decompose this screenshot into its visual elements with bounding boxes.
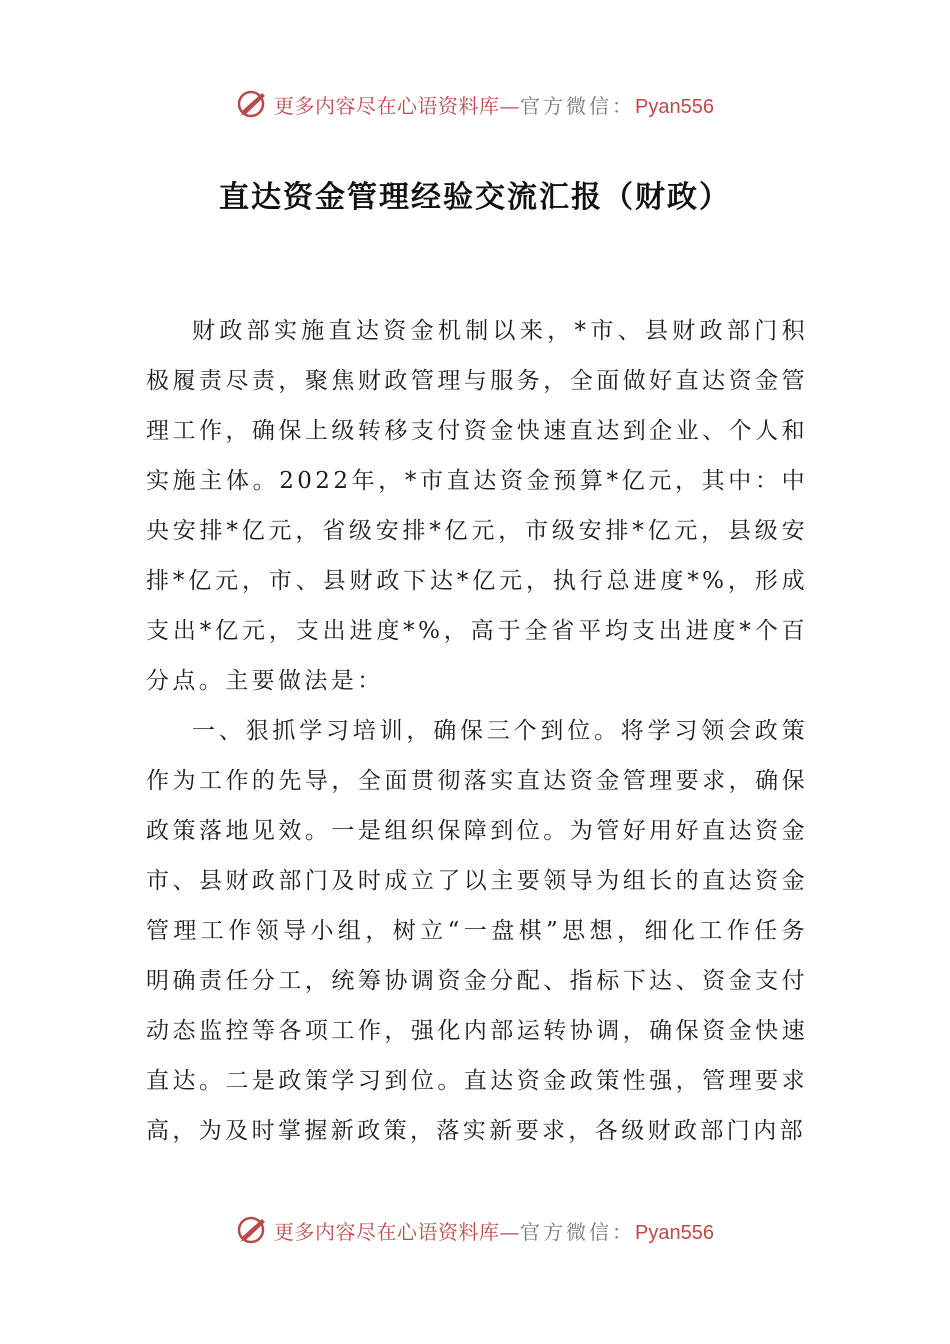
- header-banner-dash: —: [499, 93, 521, 118]
- footer-wechat-id: Pyan556: [635, 1221, 714, 1244]
- header-banner: [0, 84, 950, 124]
- pen-logo-icon: [236, 87, 270, 121]
- footer-banner-dash: —: [499, 1219, 521, 1244]
- document-title: 直达资金管理经验交流汇报（财政）: [219, 180, 731, 215]
- header-banner-text: 更多内容尽在心语资料库: [274, 93, 500, 118]
- document-body: [146, 306, 808, 1156]
- paragraph-section-one: 一、狠抓学习培训，确保三个到位。将学习领会政策作为工作的先导，全面贯彻落实直达资金管理要求，确保政策落地见效。一是组织保障到位。为管好用好直达资金市、县财政部门及时成立了以主要领导为组长的直达资金管理工作领导小组，树立“一盘棋”思想，细化工作任务明确责任分工，统筹协调资金分配、指标下达、资金支付动态监控等各项工作，强化内部运转协调，确保资金快速直达。二是政策学习到位。直达资金政策性强，管理要求高，为及时掌握新政策，落实新要求，各级财政部门内部: [146, 718, 808, 1144]
- pen-logo-icon: [236, 1213, 270, 1247]
- header-wechat-label: 官方微信：: [520, 93, 636, 118]
- footer-banner: [0, 1210, 950, 1250]
- footer-wechat-label: 官方微信：: [520, 1219, 636, 1244]
- paragraph-intro: 财政部实施直达资金机制以来，*市、县财政部门积极履责尽责，聚焦财政管理与服务，全面做好直达资金管理工作，确保上级转移支付资金快速直达到企业、个人和实施主体。2022年，*市直达资金预算*亿元，其中：中央安排*亿元，省级安排*亿元，市级安排*亿元，县级安排*亿元，市、县财政下达*亿元，执行总进度*%，形成支出*亿元，支出进度*%，高于全省平均支出进度*个百分点。主要做法是：: [146, 318, 808, 694]
- header-wechat-id: Pyan556: [635, 95, 714, 118]
- footer-banner-text: 更多内容尽在心语资料库: [274, 1219, 500, 1244]
